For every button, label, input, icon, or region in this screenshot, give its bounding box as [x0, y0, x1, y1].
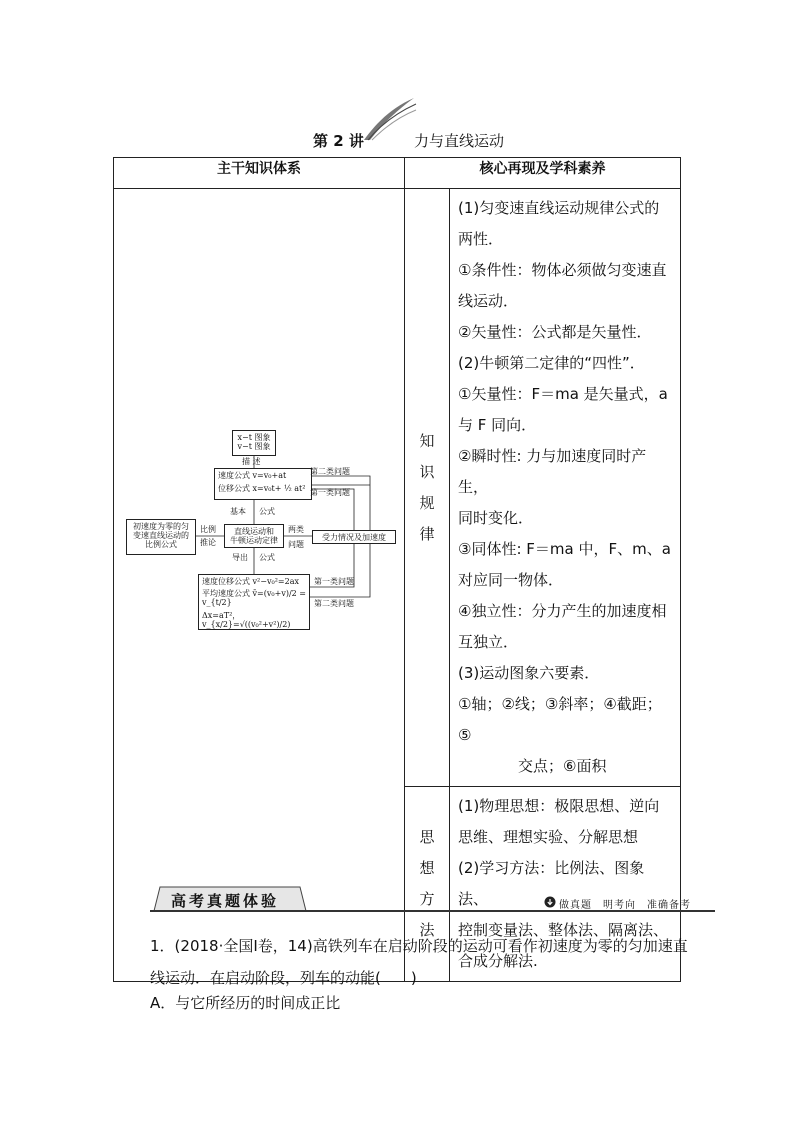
diagram-graph-line-2: v−t 图象 [237, 442, 271, 451]
diagram-two-types-label: 两类 [288, 525, 304, 534]
diagram-derived-line-2: 平均速度公式 v̄=(v₀+v)/2 = v_{t/2} [202, 589, 306, 607]
knowledge-line: ①条件性：物体必须做匀变速直 [458, 261, 667, 279]
diagram-graph-line-1: x−t 图象 [237, 433, 271, 442]
question-1: 1．(2018·全国Ⅰ卷，14)高铁列车在启动阶段的运动可看作初速度为零的匀加速直线运动．在启动阶段，列车的动能( ) [150, 937, 688, 987]
knowledge-diagram [114, 189, 404, 875]
arrow-circle-icon [544, 896, 556, 908]
diagram-ratio-line-3: 比例公式 [145, 540, 177, 549]
diagram-connectors [114, 189, 404, 875]
banner-slogan: 做真题 明考向 准确备考 [559, 900, 691, 911]
diagram-formula-line-1: 速度公式 v=v₀+at [218, 471, 287, 480]
knowledge-line: ①轴；②线；③斜率；④截距；⑤ [458, 695, 662, 744]
knowledge-line: ②矢量性：公式都是矢量性． [458, 323, 652, 341]
knowledge-line: ①矢量性：F＝ma 是矢量式，a [458, 385, 668, 403]
knowledge-line: 互独立． [458, 633, 519, 651]
diagram-force-box: 受力情况及加速度 [312, 530, 396, 544]
knowledge-line: (3)运动图象六要素． [458, 664, 600, 682]
diagram-type2-bottom-label: 第二类问题 [314, 599, 354, 608]
knowledge-line: 同时变化． [458, 509, 534, 527]
diagram-basic-label: 基本 [230, 507, 246, 516]
left-column-header: 主干知识体系 [114, 158, 405, 189]
knowledge-line: (2)牛顿第二定律的“四性”． [458, 354, 645, 372]
brush-stroke-decoration [360, 96, 420, 144]
thinking-line: (1)物理思想：极限思想、逆向 [458, 797, 660, 815]
knowledge-line: ②瞬时性: 力与加速度同时产生， [458, 447, 647, 496]
diagram-ratio-line-1: 初速度为零的匀 [133, 522, 189, 531]
lecture-title: 力与直线运动 [414, 132, 505, 150]
thinking-line: (2)学习方法：比例法、图象法、 [458, 859, 645, 908]
knowledge-label-char-4: 律 [419, 524, 435, 543]
diagram-formula-label: 公式 [259, 507, 275, 516]
knowledge-line: ④独立性：分力产生的加速度相 [458, 602, 667, 620]
diagram-ratio-line-2: 变速直线运动的 [133, 531, 189, 540]
diagram-center-line-2: 牛顿运动定律 [230, 536, 278, 545]
diagram-type1-bottom-label: 第一类问题 [314, 577, 354, 586]
diagram-derived-line-3: Δx=aT²，v_{x/2}=√((v₀²+v²)/2) [202, 611, 291, 629]
banner-title: 高考真题体验 [171, 892, 280, 910]
knowledge-label-char-2: 识 [419, 462, 435, 481]
knowledge-diagram-cell [114, 189, 405, 982]
knowledge-label-char-3: 规 [419, 493, 435, 512]
diagram-ratio-label: 比例 [200, 525, 216, 534]
diagram-type2-top-label: 第二类问题 [310, 467, 350, 476]
diagram-infer-label: 推论 [200, 538, 216, 547]
thinking-label-char-2: 想 [419, 859, 435, 877]
thinking-label-char-3: 方 [419, 890, 435, 908]
summary-table [113, 157, 681, 982]
knowledge-content-cell [450, 189, 681, 787]
diagram-formula-label-2: 公式 [259, 553, 275, 562]
question-1-option-a: A．与它所经历的时间成正比 [150, 994, 341, 1012]
knowledge-line: ③同体性: F＝ma 中，F、m、a [458, 540, 671, 558]
diagram-center-line-1: 直线运动和 [234, 527, 274, 536]
knowledge-line: 与 F 同向． [458, 416, 537, 434]
thinking-line: 合成分解法. [458, 952, 538, 970]
diagram-derive-label: 导出 [232, 553, 248, 562]
lecture-number: 第 2 讲 [313, 132, 364, 150]
knowledge-line: (1)匀变速直线运动规律公式的 [458, 199, 660, 217]
diagram-describe-label: 描 述 [242, 457, 261, 466]
knowledge-line: 两性． [458, 230, 504, 248]
thinking-line: 思维、理想实验、分解思想 [458, 828, 639, 846]
diagram-type1-top-label: 第一类问题 [310, 488, 350, 497]
thinking-label-char-4: 法 [419, 921, 435, 939]
diagram-problem-label: 问题 [288, 540, 304, 549]
diagram-derived-line-1: 速度位移公式 v²−v₀²=2ax [202, 577, 299, 586]
knowledge-line: 对应同一物体． [458, 571, 564, 589]
thinking-line: 控制变量法、整体法、隔离法、 [458, 921, 669, 939]
knowledge-label-char-1: 知 [419, 431, 435, 450]
thinking-label-char-1: 思 [419, 828, 435, 846]
knowledge-label-cell [405, 189, 450, 787]
right-column-header: 核心再现及学科素养 [405, 158, 681, 189]
diagram-formula-line-2: 位移公式 x=v₀t+ ½ at² [218, 484, 306, 493]
knowledge-line: 线运动． [458, 292, 519, 310]
knowledge-line: 交点；⑥面积 [518, 757, 607, 775]
